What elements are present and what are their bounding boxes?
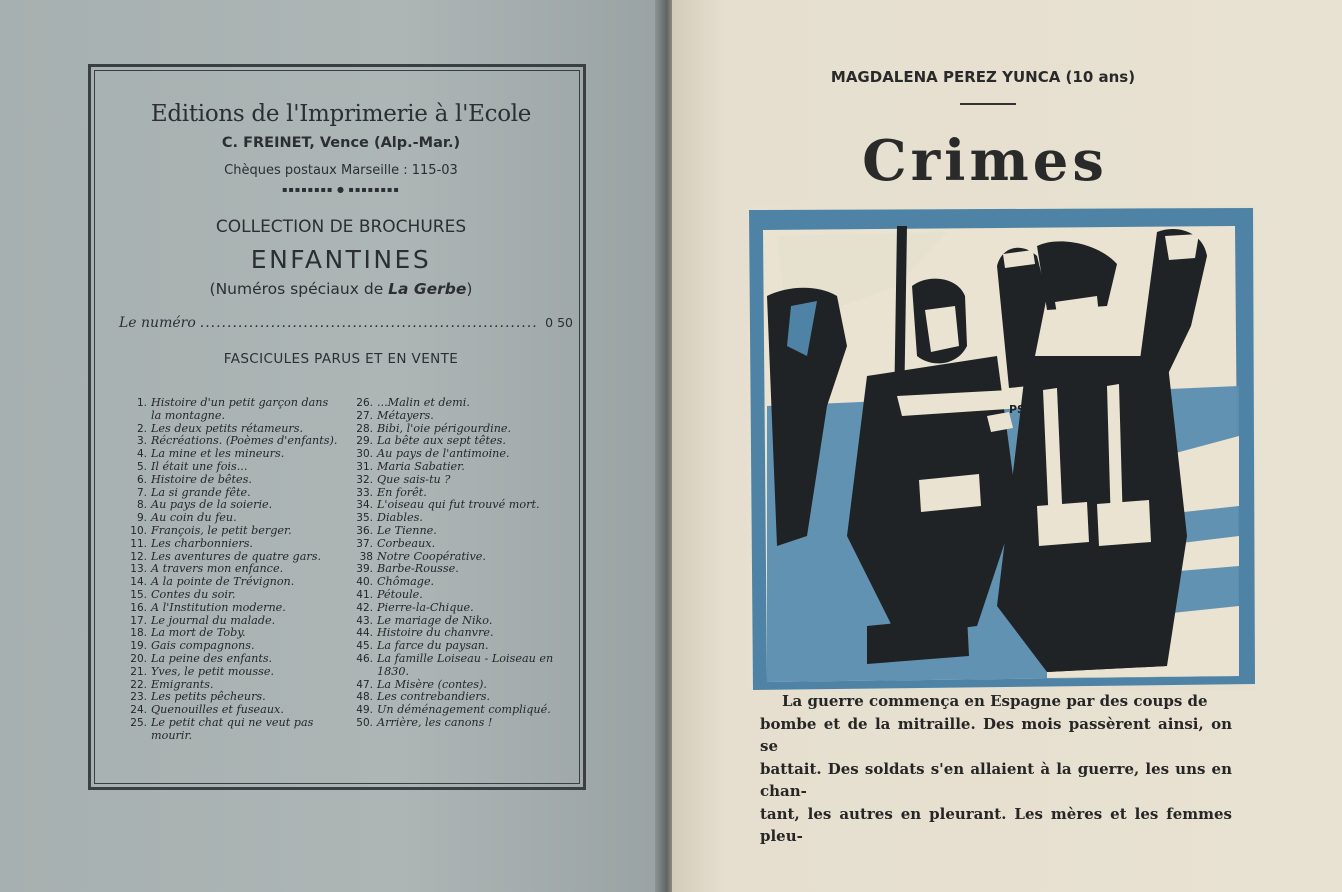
fascicule-item xyxy=(119,666,341,679)
fascicule-number: 43. xyxy=(356,614,373,627)
fascicule-item xyxy=(119,525,341,538)
fascicule-number: 7. xyxy=(136,486,147,499)
special-issues xyxy=(95,280,587,298)
fascicule-title: Corbeaux. xyxy=(377,536,436,550)
fascicule-number: 13. xyxy=(130,563,147,576)
fascicule-number: 20. xyxy=(130,652,147,665)
publisher-name: Editions de l'Imprimerie à l'Ecole xyxy=(150,101,532,127)
fascicule-number: 26. xyxy=(356,397,373,409)
fascicule-number: 32. xyxy=(356,473,373,486)
fascicule-title: Pétoule. xyxy=(377,587,423,601)
fascicule-item xyxy=(345,410,567,423)
fascicule-number: 45. xyxy=(356,640,373,653)
fascicule-number: 48. xyxy=(356,691,373,704)
fascicule-title: La farce du paysan. xyxy=(377,639,489,653)
catalog-frame-inner xyxy=(94,70,580,784)
fascicule-number: 22. xyxy=(130,678,147,691)
fascicule-title: Les aventures de quatre gars. xyxy=(151,549,322,563)
fascicule-number: 23. xyxy=(130,691,147,704)
fascicule-number: 3. xyxy=(136,435,147,448)
price-dots: .............................................................. xyxy=(199,315,538,331)
fascicule-title: François, le petit berger. xyxy=(151,523,292,537)
fascicule-title: Le mariage de Niko. xyxy=(377,613,493,627)
fascicule-title: ...Malin et demi. xyxy=(377,396,470,409)
catalog-frame xyxy=(88,64,586,790)
fascicule-number: 38 xyxy=(359,550,373,563)
fascicule-title: Histoire de bêtes. xyxy=(151,472,252,486)
fascicule-item xyxy=(119,474,341,487)
price-line xyxy=(119,315,573,331)
fascicule-number: 2. xyxy=(136,422,147,435)
title-rule xyxy=(960,103,1016,105)
armband-label: PSU xyxy=(1009,403,1034,416)
story-title: Crimes xyxy=(862,128,1108,194)
fascicule-title: Bibi, l'oie périgourdine. xyxy=(377,421,512,435)
fascicules-heading: FASCICULES PARUS ET EN VENTE xyxy=(223,351,459,367)
fascicule-number: 18. xyxy=(130,627,147,640)
price-label: Le numéro xyxy=(119,315,196,331)
fascicule-number: 47. xyxy=(356,678,373,691)
story-line: battait. Des soldats s'en allaient à la guerre, les uns en chan- xyxy=(760,759,1232,800)
fascicule-title: La peine des enfants. xyxy=(151,651,273,665)
story-line: La guerre commença en Espagne par des coups de xyxy=(782,692,1208,710)
fascicule-title: Contes du soir. xyxy=(151,587,236,601)
fascicule-title: Métayers. xyxy=(377,408,434,422)
special-suffix: ) xyxy=(466,280,473,298)
fascicule-number: 46. xyxy=(356,652,373,665)
fascicule-title: Barbe-Rousse. xyxy=(377,562,459,576)
fascicule-title: L'oiseau qui fut trouvé mort. xyxy=(377,498,540,512)
fascicule-number: 21. xyxy=(130,665,147,678)
fascicule-item xyxy=(345,397,567,410)
fascicule-number: 11. xyxy=(130,537,147,550)
fascicule-title: Au coin du feu. xyxy=(151,511,237,525)
story-line: bombe et de la mitraille. Des mois passèrent ainsi, on se xyxy=(760,714,1232,755)
fascicule-number: 29. xyxy=(356,435,373,448)
fascicule-item xyxy=(345,461,567,474)
fascicule-title: Arrière, les canons ! xyxy=(377,715,493,729)
fascicule-title: Il était une fois... xyxy=(151,459,248,473)
fascicule-number: 12. xyxy=(130,550,147,563)
fascicule-title: La famille Loiseau - Loiseau en 1830. xyxy=(377,651,554,678)
author-address: C. FREINET, Vence (Alp.-Mar.) xyxy=(221,135,461,151)
fascicule-number: 31. xyxy=(356,460,373,473)
fascicule-number: 39. xyxy=(356,563,373,576)
fascicule-title: Que sais-tu ? xyxy=(377,472,451,486)
fascicule-number: 49. xyxy=(356,704,373,717)
fascicule-title: La Misère (contes). xyxy=(377,677,487,691)
fascicule-title: Les deux petits rétameurs. xyxy=(151,421,304,435)
fascicule-title: Chômage. xyxy=(377,575,435,589)
fascicule-item xyxy=(345,704,567,717)
fascicule-number: 14. xyxy=(130,576,147,589)
fascicule-number: 42. xyxy=(356,601,373,614)
story-line: tant, les autres en pleurant. Les mères et les femmes pleu- xyxy=(760,804,1232,845)
fascicule-item xyxy=(345,538,567,551)
fascicule-title: Diables. xyxy=(377,511,423,525)
special-name: La Gerbe xyxy=(388,280,467,298)
fascicules-list-col1 xyxy=(119,397,341,743)
fascicule-number: 50. xyxy=(356,716,373,729)
fascicule-number: 36. xyxy=(356,524,373,537)
fascicule-title: La mine et les mineurs. xyxy=(151,447,285,461)
fascicule-title: La mort de Toby. xyxy=(151,626,246,640)
fascicule-item xyxy=(119,589,341,602)
fascicule-title: Yves, le petit mousse. xyxy=(151,664,275,678)
fascicule-number: 35. xyxy=(356,512,373,525)
cheques-line: Chèques postaux Marseille : 115-03 xyxy=(224,163,458,178)
fascicule-title: Le petit chat qui ne veut pas mourir. xyxy=(151,715,314,742)
fascicule-title: La bête aux sept têtes. xyxy=(377,434,506,448)
fascicule-title: Au pays de la soierie. xyxy=(151,498,273,512)
fascicule-number: 24. xyxy=(130,704,147,717)
fascicule-title: Quenouilles et fuseaux. xyxy=(151,703,284,717)
fascicule-number: 15. xyxy=(130,588,147,601)
fascicule-title: En forêt. xyxy=(377,485,427,499)
fascicule-number: 1. xyxy=(136,397,147,409)
fascicules-list-col2 xyxy=(345,397,567,730)
collection-title: COLLECTION DE BROCHURES xyxy=(215,217,467,237)
fascicule-item xyxy=(345,474,567,487)
fascicule-number: 8. xyxy=(136,499,147,512)
fascicule-item xyxy=(345,525,567,538)
collection-name: ENFANTINES xyxy=(250,245,432,274)
fascicule-title: Les contrebandiers. xyxy=(377,690,491,704)
fascicule-title: A travers mon enfance. xyxy=(151,562,284,576)
fascicule-title: Récréations. (Poèmes d'enfants). xyxy=(151,434,338,448)
fascicule-title: Emigrants. xyxy=(151,677,214,691)
fascicule-title: Les charbonniers. xyxy=(151,536,253,550)
fascicule-number: 44. xyxy=(356,627,373,640)
fascicule-number: 10. xyxy=(130,524,147,537)
fascicule-number: 5. xyxy=(136,460,147,473)
fascicule-item xyxy=(119,717,341,743)
fascicule-title: Notre Coopérative. xyxy=(377,549,486,563)
fascicule-item xyxy=(119,397,341,423)
fascicule-title: La si grande fête. xyxy=(151,485,251,499)
story-text xyxy=(760,690,1232,848)
special-prefix: (Numéros spéciaux de xyxy=(209,280,389,298)
ornament-divider: ▪▪▪▪▪▪▪▪ ● ▪▪▪▪▪▪▪▪ xyxy=(282,185,400,194)
fascicule-title: A la pointe de Trévignon. xyxy=(151,575,295,589)
fascicule-title: Histoire du chanvre. xyxy=(377,626,494,640)
fascicule-title: Les petits pêcheurs. xyxy=(151,690,266,704)
fascicule-number: 30. xyxy=(356,448,373,461)
fascicule-item xyxy=(345,717,567,730)
fascicule-item xyxy=(119,461,341,474)
fascicule-title: Un déménagement compliqué. xyxy=(377,703,551,717)
left-page xyxy=(0,0,663,892)
fascicule-number: 41. xyxy=(356,588,373,601)
fascicule-title: Pierre-la-Chique. xyxy=(377,600,474,614)
fascicule-item xyxy=(345,653,567,679)
fascicule-title: Gais compagnons. xyxy=(151,639,255,653)
fascicule-title: Histoire d'un petit garçon dans la montagne. xyxy=(151,396,329,422)
fascicule-title: Maria Sabatier. xyxy=(377,459,465,473)
fascicule-item xyxy=(119,538,341,551)
fascicule-title: Le journal du malade. xyxy=(151,613,276,627)
price-value: 0 50 xyxy=(545,315,573,330)
fascicule-title: A l'Institution moderne. xyxy=(151,600,286,614)
fascicule-title: Le Tienne. xyxy=(377,523,437,537)
woodcut-illustration xyxy=(747,206,1255,690)
fascicule-number: 33. xyxy=(356,486,373,499)
fascicule-number: 4. xyxy=(136,448,147,461)
fascicule-title: Au pays de l'antimoine. xyxy=(377,447,510,461)
fascicule-number: 40. xyxy=(356,576,373,589)
fascicule-item xyxy=(119,653,341,666)
fascicule-item xyxy=(345,589,567,602)
fascicule-number: 25. xyxy=(130,716,147,729)
fascicule-number: 16. xyxy=(130,601,147,614)
fascicule-number: 17. xyxy=(130,614,147,627)
fascicule-number: 27. xyxy=(356,409,373,422)
fascicule-item xyxy=(119,602,341,615)
fascicule-number: 9. xyxy=(136,512,147,525)
fascicule-number: 6. xyxy=(136,473,147,486)
fascicule-number: 34. xyxy=(356,499,373,512)
story-author: MAGDALENA PEREZ YUNCA (10 ans) xyxy=(830,68,1136,86)
fascicule-number: 37. xyxy=(356,537,373,550)
fascicule-item xyxy=(345,602,567,615)
fascicule-number: 19. xyxy=(130,640,147,653)
fascicule-number: 28. xyxy=(356,422,373,435)
fascicule-item xyxy=(119,704,341,717)
